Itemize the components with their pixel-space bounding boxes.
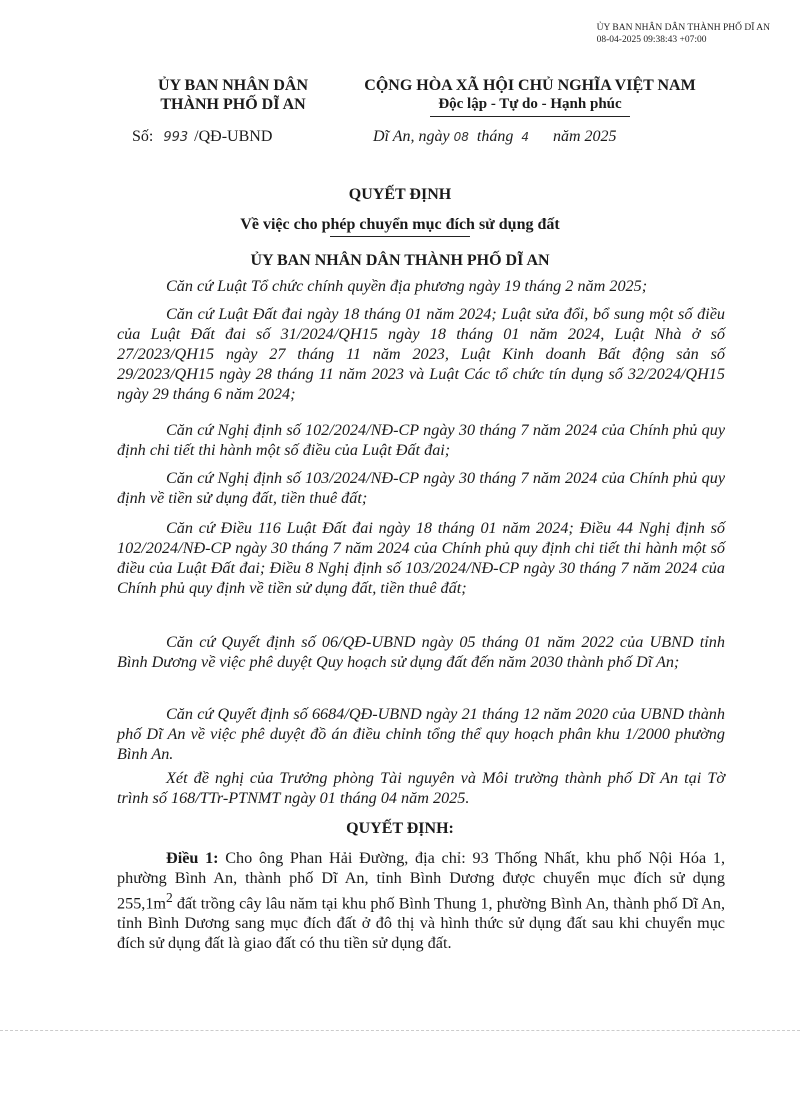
motto-underline [430, 116, 630, 117]
motto: Độc lập - Tự do - Hạnh phúc [438, 96, 622, 112]
date-year: năm 2025 [552, 128, 617, 145]
national-motto [330, 76, 730, 117]
article-1-text-a: Cho ông Phan Hải Đường, địa chỉ: 93 Thống Nhất, khu phố Nội Hóa 1, phường Bình An, thành phố Dĩ An, tỉnh Bình Dương được chuyển mục đích sử dụng 255,1m [117, 849, 725, 913]
preamble-1 [117, 276, 725, 296]
document-subject-text: Về việc cho phép chuyển mục đích sử dụng đất [240, 216, 560, 233]
document-number-suffix: /QĐ-UBND [194, 128, 273, 145]
document-number-value: 993 [163, 130, 189, 145]
document-subject [0, 216, 800, 237]
document-title: QUYẾT ĐỊNH [348, 186, 452, 203]
preamble-paragraph: Căn cứ Quyết định số 06/QĐ-UBND ngày 05 tháng 01 năm 2022 của UBND tỉnh Bình Dương về việc phê duyệt Quy hoạch sử dụng đất đến năm 2030 thành phố Dĩ An; [117, 633, 725, 671]
document-number [132, 128, 272, 146]
scan-edge-line [0, 1030, 800, 1031]
preamble-2 [117, 304, 725, 404]
authority-line-1: ỦY BAN NHÂN DÂN [157, 77, 309, 94]
stamp-timestamp: 08-04-2025 09:38:43 +07:00 [596, 35, 707, 45]
preamble-8 [117, 768, 725, 808]
stamp-issuer: ỦY BAN NHÂN DÂN THÀNH PHỐ DĨ AN [596, 23, 770, 33]
issuing-authority [118, 76, 348, 114]
article-1 [117, 848, 725, 953]
document-number-label: Số: [132, 128, 154, 145]
preamble-paragraph: Căn cứ Luật Đất đai ngày 18 tháng 01 năm 2024; Luật sửa đổi, bổ sung một số điều của Luật Đất đai số 31/2024/QH15 ngày 18 tháng 01 năm 2024, Luật Nhà ở số 27/2023/QH15 ngày 27 tháng 11 năm 2023, Luật Kinh doanh Bất động sản số 29/2023/QH15 ngày 28 tháng 11 năm 2023 và Luật Các tổ chức tín dụng số 32/2024/QH15 ngày 29 tháng 6 năm 2024; [117, 305, 725, 403]
date-day: 08 [453, 130, 469, 144]
authority-heading: ỦY BAN NHÂN DÂN THÀNH PHỐ DĨ AN [250, 252, 550, 269]
preamble-paragraph: Căn cứ Điều 116 Luật Đất đai ngày 18 tháng 01 năm 2024; Điều 44 Nghị định số 102/2024/NĐ-CP ngày 30 tháng 7 năm 2024 của Chính phủ quy định chi tiết thi hành một số điều của Luật Đất đai; Điều 8 Nghị định số 103/2024/NĐ-CP ngày 30 tháng 7 năm 2024 của Chính phủ quy định về tiền sử dụng đất, tiền thuê đất; [117, 519, 725, 597]
preamble-paragraph: Xét đề nghị của Trưởng phòng Tài nguyên và Môi trường thành phố Dĩ An tại Tờ trình số 168/TTr-PTNMT ngày 01 tháng 04 năm 2025. [117, 769, 725, 807]
area-unit-superscript: 2 [166, 890, 173, 905]
date-month-label: tháng [476, 128, 514, 145]
authority-line-2: THÀNH PHỐ DĨ AN [160, 96, 306, 113]
decision-heading: QUYẾT ĐỊNH: [346, 820, 454, 837]
preamble-paragraph: Căn cứ Nghị định số 103/2024/NĐ-CP ngày 30 tháng 7 năm 2024 của Chính phủ quy định về tiền sử dụng đất, tiền thuê đất; [117, 469, 725, 507]
date-month: 4 [521, 130, 529, 144]
country-name: CỘNG HÒA XÃ HỘI CHỦ NGHĨA VIỆT NAM [364, 77, 696, 94]
date-prefix: Dĩ An, ngày [373, 128, 450, 145]
preamble-5 [117, 518, 725, 598]
subject-underline [330, 236, 470, 237]
preamble-4 [117, 468, 725, 508]
digital-signature-stamp [597, 22, 770, 46]
preamble-paragraph: Căn cứ Nghị định số 102/2024/NĐ-CP ngày 30 tháng 7 năm 2024 của Chính phủ quy định chi tiết thi hành một số điều của Luật Đất đai; [117, 421, 725, 459]
place-and-date [373, 128, 617, 146]
article-1-text-b: đất trồng cây lâu năm tại khu phố Bình Thung 1, phường Bình An, thành phố Dĩ An, tỉnh Bình Dương sang mục đích đất ở đô thị và hình thức sử dụng đất sau khi chuyển mục đích sử dụng đất là giao đất có thu tiền sử dụng đất. [117, 894, 725, 953]
preamble-paragraph: Căn cứ Quyết định số 6684/QĐ-UBND ngày 21 tháng 12 năm 2020 của UBND thành phố Dĩ An về việc phê duyệt đồ án điều chỉnh tổng thể quy hoạch phân khu 1/2000 phường Bình An. [117, 705, 725, 763]
preamble-3 [117, 420, 725, 460]
preamble-6 [117, 632, 725, 672]
article-1-label: Điều 1: [166, 849, 219, 867]
preamble-7 [117, 704, 725, 764]
preamble-paragraph: Căn cứ Luật Tổ chức chính quyền địa phương ngày 19 tháng 2 năm 2025; [166, 277, 648, 295]
article-1-paragraph [117, 848, 725, 953]
